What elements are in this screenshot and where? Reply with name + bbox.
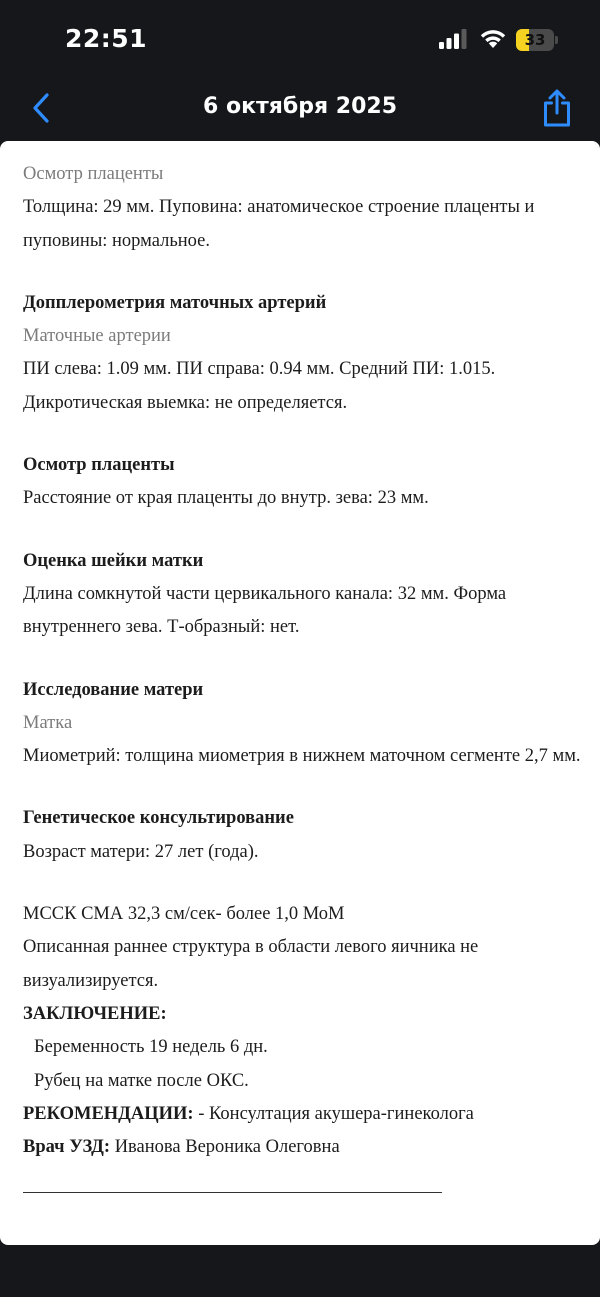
page-title: 6 октября 2025 <box>202 94 397 119</box>
ovary-note: Описанная раннее структура в области левого яичника не визуализируется. <box>23 937 479 991</box>
doctor-name: Иванова Вероника Олеговна <box>114 1137 340 1158</box>
share-icon[interactable] <box>540 86 574 128</box>
mother-heading: Исследование матери <box>23 679 204 700</box>
mother-text: Миометрий: толщина миометрия в нижнем маточном сегменте 2,7 мм. <box>23 746 581 767</box>
doctor-label: Врач УЗД: <box>23 1137 111 1158</box>
doppler-subtitle: Маточные артерии <box>23 326 171 347</box>
recommendations-label: РЕКОМЕНДАЦИИ: <box>23 1103 194 1124</box>
placenta-exam-subtitle: Осмотр плаценты <box>23 164 164 184</box>
status-bar <box>0 0 600 80</box>
chevron-left-icon[interactable] <box>26 88 60 128</box>
recommendations-line <box>23 1098 583 1131</box>
cellular-signal-icon <box>439 29 467 49</box>
mcsk-note: МССК СМА 32,3 см/сек- более 1,0 МоМ <box>23 904 345 925</box>
genetics-heading: Генетическое консультирование <box>23 808 294 829</box>
status-time: 22:51 <box>65 24 148 53</box>
doppler-heading: Допплерометрия маточных артерий <box>23 292 327 313</box>
doppler-text-line: Дикротическая выемка: не определяется. <box>23 392 348 413</box>
battery-level-text: 33 <box>524 31 546 49</box>
cervix-heading: Оценка шейки матки <box>23 550 204 571</box>
navigation-bar <box>0 80 600 140</box>
battery-icon <box>516 29 558 51</box>
conclusion-item: Беременность 19 недель 6 дн. <box>34 1037 268 1058</box>
doppler-text-line: ПИ слева: 1.09 мм. ПИ справа: 0.94 мм. Средний ПИ: 1.015. <box>23 359 496 380</box>
conclusion-item: Рубец на матке после ОКС. <box>34 1070 249 1091</box>
recommendations-text: - Консултация акушера-гинеколога <box>198 1103 474 1124</box>
placenta-position-heading: Осмотр плаценты <box>23 455 175 476</box>
cervix-text: Длина сомкнутой части цервикального канала: 32 мм. Форма внутреннего зева. Т-образный: нет. <box>23 583 507 638</box>
document-card <box>0 141 600 1245</box>
conclusion-label: ЗАКЛЮЧЕНИЕ: <box>23 1003 167 1024</box>
placenta-position-text: Расстояние от края плаценты до внутр. зева: 23 мм. <box>23 488 429 509</box>
doctor-line <box>23 1131 583 1164</box>
signature-line <box>23 1192 442 1193</box>
mother-subtitle: Матка <box>23 712 73 733</box>
wifi-icon <box>479 27 507 49</box>
genetics-text: Возраст матери: 27 лет (года). <box>23 841 259 862</box>
document-body <box>23 158 583 1193</box>
placenta-exam-text: Толщина: 29 мм. Пуповина: анатомическое строение плаценты и пуповины: нормальное. <box>23 197 535 251</box>
